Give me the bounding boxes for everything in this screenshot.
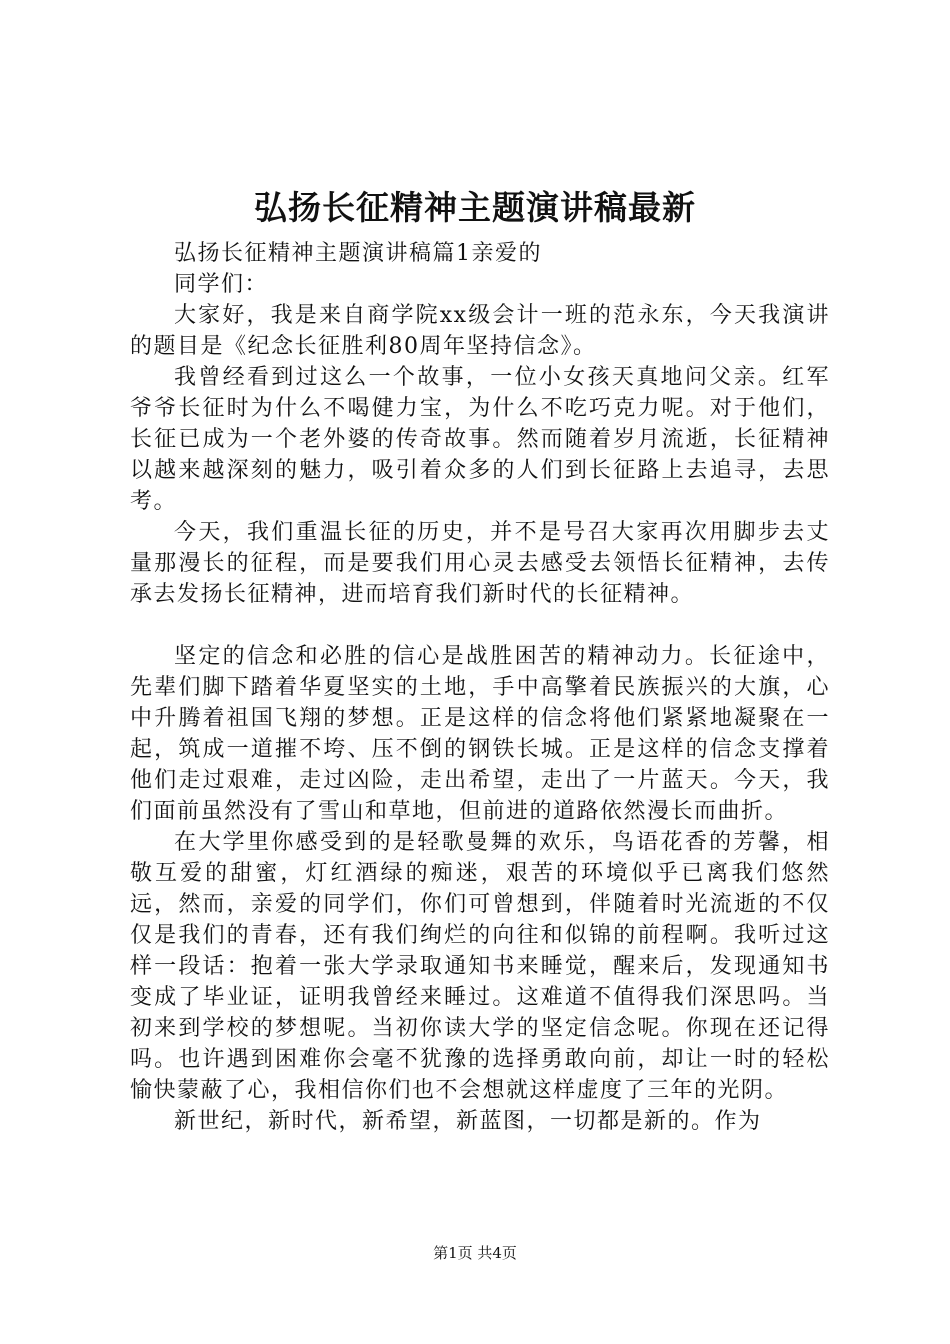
paragraph-heading-line: 弘扬长征精神主题演讲稿篇1亲爱的 — [174, 241, 542, 266]
paragraph-belief: 坚定的信念和必胜的信心是战胜困苦的精神动力。长征途中，先辈们脚下踏着华夏坚实的土地，手中高擎着民族振兴的大旗，心中升腾着祖国飞翔的梦想。正是这样的信念将他们紧紧地凝聚在一起，筑成一道摧不垮、压不倒的钢铁长城。正是这样的信念支撑着他们走过艰难，走过凶险，走出希望，走出了一片蓝天。今天，我们面前虽然没有了雪山和草地，但前进的道路依然漫长而曲折。 — [130, 644, 830, 824]
page-number: 第1页 共4页 — [433, 1244, 517, 1262]
paragraph-new-century: 新世纪，新时代，新希望，新蓝图，一切都是新的。作为 — [174, 1109, 762, 1134]
paragraph-greeting: 大家好，我是来自商学院xx级会计一班的范永东，今天我演讲的题目是《纪念长征胜利80周年坚持信念》。 — [130, 303, 830, 359]
paragraph-story: 我曾经看到过这么一个故事，一位小女孩天真地问父亲。红军爷爷长征时为什么不喝健力宝，为什么不吃巧克力呢。对于他们，长征已成为一个老外婆的传奇故事。然而随着岁月流逝，长征精神以越来越深刻的魅力，吸引着众多的人们到长征路上去追寻，去思考。 — [130, 365, 830, 514]
document-body — [130, 238, 830, 1137]
paragraph-salutation: 同学们： — [174, 272, 269, 297]
document-title: 弘扬长征精神主题演讲稿最新 — [254, 188, 696, 227]
paragraph-university: 在大学里你感受到的是轻歌曼舞的欢乐，鸟语花香的芳馨，相敬互爱的甜蜜，灯红酒绿的痴迷，艰苦的环境似乎已离我们悠然远，然而，亲爱的同学们，你们可曾想到，伴随着时光流逝的不仅仅是我们的青春，还有我们绚烂的向往和似锦的前程啊。我听过这样一段话：抱着一张大学录取通知书来睡觉，醒来后，发现通知书变成了毕业证，证明我曾经来睡过。这难道不值得我们深思吗。当初来到学校的梦想呢。当初你读大学的坚定信念呢。你现在还记得吗。也许遇到困难你会毫不犹豫的选择勇敢向前，却让一时的轻松愉快蒙蔽了心，我相信你们也不会想就这样虚度了三年的光阴。 — [130, 830, 830, 1103]
paragraph-today: 今天，我们重温长征的历史，并不是号召大家再次用脚步去丈量那漫长的征程，而是要我们用心灵去感受去领悟长征精神，去传承去发扬长征精神，进而培育我们新时代的长征精神。 — [130, 520, 830, 607]
